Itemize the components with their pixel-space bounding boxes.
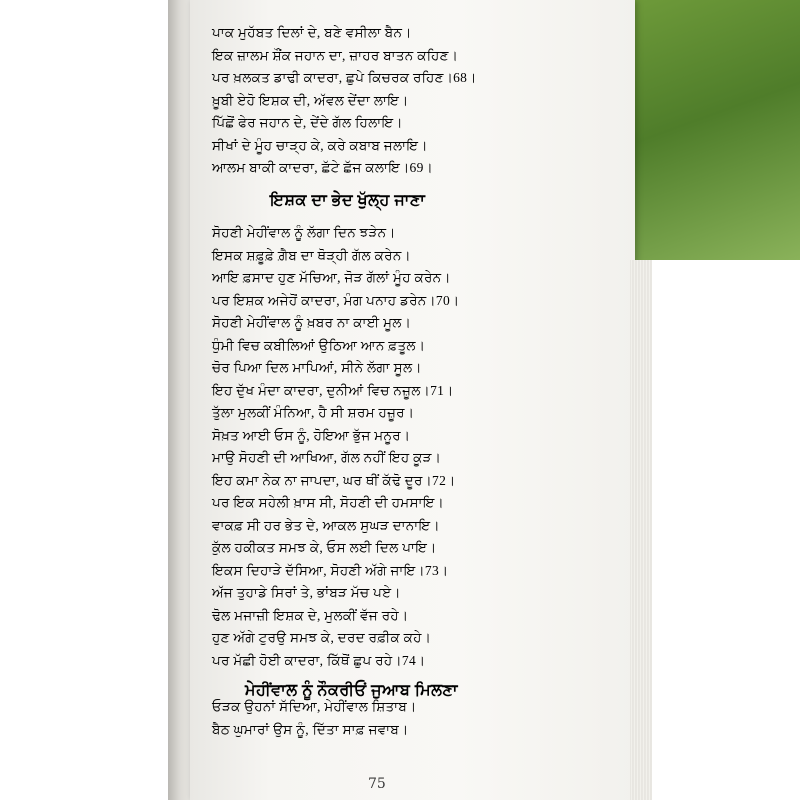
verse-line: ਕੁੱਲ ਹਕੀਕਤ ਸਮਝ ਕੇ, ਓਸ ਲਈ ਦਿਲ ਪਾਇ। [212, 540, 437, 555]
section-heading: ਇਸ਼ਕ ਦਾ ਭੇਦ ਖੁੱਲ੍ਹ ਜਾਣਾ [270, 192, 426, 209]
verse-line: ਮਾਉ ਸੋਹਣੀ ਦੀ ਆਖਿਆ, ਗੱਲ ਨਹੀਂ ਇਹ ਕੂੜ। [212, 450, 442, 465]
verse-line: ਪਾਕ ਮੁਹੱਬਤ ਦਿਲਾਂ ਦੇ, ਬਣੇ ਵਸੀਲਾ ਬੈਨ। [212, 25, 412, 40]
verse-line: ਸੋਹਣੀ ਮੇਹੀਂਵਾਲ ਨੂੰ ਲੱਗਾ ਦਿਨ ਝੜੇਨ। [212, 225, 396, 240]
verse-line: ਸੋਖ਼ਤ ਆਈ ਓਸ ਨੂੰ, ਹੋਇਆ ਭੁੱਜ ਮਨੂਰ। [212, 427, 411, 443]
verse-line: ਇਹ ਦੁੱਖ ਮੰਦਾ ਕਾਦਰਾ, ਦੁਨੀਆਂ ਵਿਚ ਨਜ਼ੂਲ।71। [212, 382, 454, 398]
stanza-68-69 [212, 22, 477, 180]
verse-line: ਓੜਕ ਉਹਨਾਂ ਸੱਦਿਆ, ਮੇਹੀਂਵਾਲ ਸ਼ਿਤਾਬ। [212, 699, 417, 714]
verse-line: ਪਰ ਖ਼ਲਕਤ ਡਾਢੀ ਕਾਦਰਾ, ਛੁਪੇ ਕਿਚਰਕ ਰਹਿਣ।68। [212, 70, 477, 85]
section-heading: ਮੇਹੀਂਵਾਲ ਨੂੰ ਨੌਕਰੀਓਂ ਜੁਆਬ ਮਿਲਣਾ [245, 682, 458, 699]
verse-line: ਬੈਠ ਘੁਮਾਰਾਂ ਉਸ ਨੂੰ, ਦਿੱਤਾ ਸਾਫ਼ ਜਵਾਬ। [212, 721, 409, 737]
stanza-70-74 [212, 222, 459, 672]
verse-line: ਇਕ ਜ਼ਾਲਮ ਸ਼ੌਂਕ ਜਹਾਨ ਦਾ, ਜ਼ਾਹਰ ਬਾਤਨ ਕਹਿਣ। [212, 47, 459, 63]
verse-line: ਅੱਜ ਤੁਹਾਡੇ ਸਿਰਾਂ ਤੇ, ਭਾਂਬੜ ਮੱਚ ਪਏ। [212, 585, 401, 600]
verse-line: ਪਰ ਇਸ਼ਕ ਅਜੇਹੋਂ ਕਾਦਰਾ, ਮੰਗ ਪਨਾਹ ਡਰੇਨ।70। [212, 292, 460, 308]
verse-line: ਖ਼ੂਬੀ ਏਹੋ ਇਸ਼ਕ ਦੀ, ਅੱਵਲ ਦੇਂਦਾ ਲਾਇ। [212, 92, 409, 108]
green-background [630, 0, 800, 260]
verse-line: ਢੋਲ ਮਜਾਜ਼ੀ ਇਸ਼ਕ ਦੇ, ਮੁਲਕੀਂ ਵੱਜ ਰਹੇ। [212, 607, 409, 623]
page-stack-edge [630, 260, 652, 800]
verse-line: ਹੁਣ ਅੱਗੇ ਟੁਰਉ ਸਮਝ ਕੇ, ਦਰਦ ਰਫ਼ੀਕ ਕਹੇ। [212, 630, 432, 645]
verse-line: ਪਰ ਇਕ ਸਹੇਲੀ ਖ਼ਾਸ ਸੀ, ਸੋਹਣੀ ਦੀ ਹਮਸਾਇ। [212, 495, 445, 510]
verse-line: ਆਲਮ ਬਾਕੀ ਕਾਦਰਾ, ਛੱਟੇ ਛੱਜ ਕਲਾਇ।69। [212, 160, 434, 175]
verse-line: ਧੁੰਮੀ ਵਿਚ ਕਬੀਲਿਆਂ ਉਠਿਆ ਆਨ ਫ਼ਤੂਲ। [212, 337, 426, 353]
verse-line: ਸੋਹਣੀ ਮੇਹੀਂਵਾਲ ਨੂੰ ਖ਼ਬਰ ਨਾ ਕਾਈ ਮੂਲ। [212, 315, 412, 330]
stanza-75 [212, 696, 416, 741]
verse-line: ਤੁੱਲਾ ਮੁਲਕੀਂ ਮੰਨਿਆ, ਹੈ ਸੀ ਸ਼ਰਮ ਹਜ਼ੂਰ। [212, 405, 415, 420]
verse-line: ਵਾਕਫ਼ ਸੀ ਹਰ ਭੇਤ ਦੇ, ਆਕਲ ਸੁਘੜ ਦਾਨਾਇ। [212, 517, 440, 533]
verse-line: ਆਇ ਫ਼ਸਾਦ ਹੁਣ ਮੱਚਿਆ, ਜੋੜ ਗੱਲਾਂ ਮੂੰਹ ਕਰੇਨ। [212, 270, 451, 285]
verse-line: ਸੀਖਾਂ ਦੇ ਮੂੰਹ ਚਾੜ੍ਹ ਕੇ, ਕਰੇ ਕਬਾਬ ਜਲਾਇ। [212, 137, 428, 153]
verse-line: ਇਹ ਕਮਾ ਨੇਕ ਨਾ ਜਾਪਦਾ, ਘਰ ਥੀਂ ਕੱਢੋ ਦੂਰ।72। [212, 472, 456, 488]
page-number: 75 [368, 776, 386, 792]
verse-line: ਚੋਰ ਪਿਆ ਦਿਲ ਮਾਪਿਆਂ, ਸੀਨੇ ਲੱਗਾ ਸੂਲ। [212, 360, 422, 375]
verse-line: ਪਰ ਮੱਛੀ ਹੋਈ ਕਾਦਰਾ, ਕਿੱਥੋਂ ਛੁਪ ਰਹੇ।74। [212, 652, 426, 668]
verse-line: ਇਸਕ ਸ਼ਫ਼ੂਫ਼ੇ ਗ਼ੈਬ ਦਾ ਥੋੜ੍ਹੀ ਗੱਲ ਕਰੇਨ। [212, 247, 411, 263]
verse-line: ਇਕਸ ਦਿਹਾੜੇ ਦੱਸਿਆ, ਸੋਹਣੀ ਅੱਗੇ ਜਾਇ।73। [212, 562, 449, 578]
verse-line: ਪਿੱਛੋਂ ਫੇਰ ਜਹਾਨ ਦੇ, ਦੇਂਦੇ ਗੱਲ ਹਿਲਾਇ। [212, 115, 403, 130]
